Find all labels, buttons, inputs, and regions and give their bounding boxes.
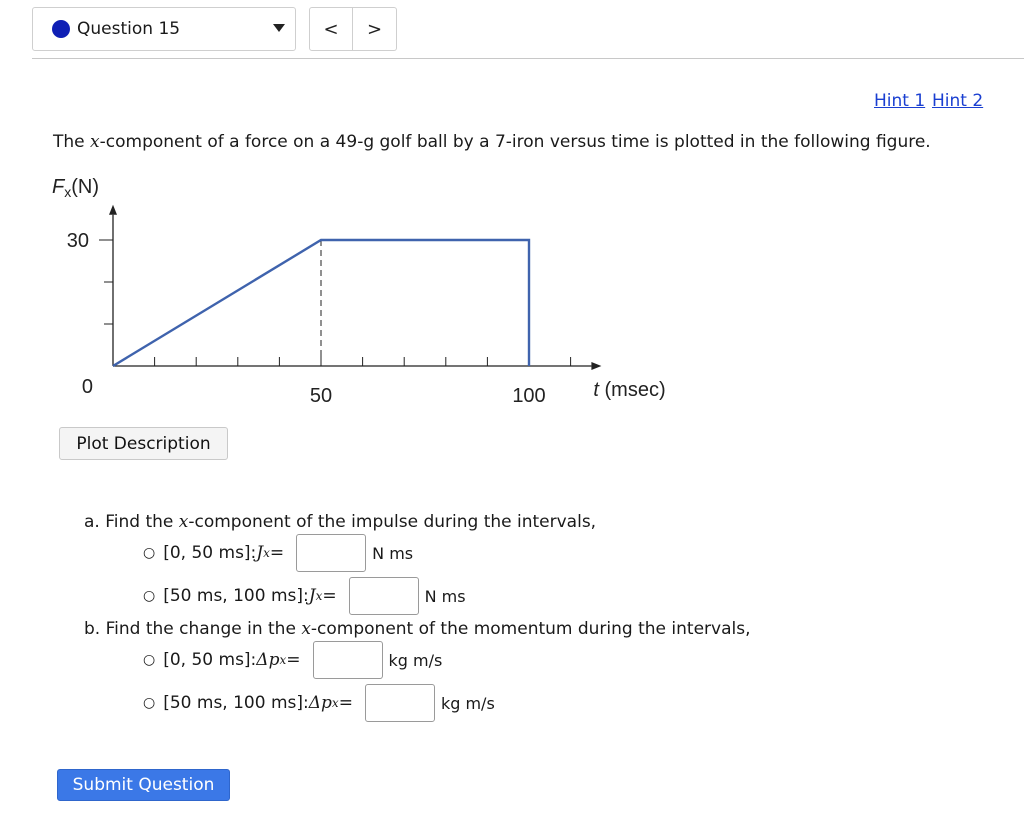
part-a-item-2 bbox=[143, 577, 466, 615]
interval-label: [0, 50 ms]: bbox=[163, 650, 257, 670]
plot-description-button[interactable]: Plot Description bbox=[59, 427, 228, 460]
bullet-icon: ○ bbox=[143, 588, 156, 604]
chevron-left-icon: < bbox=[323, 18, 339, 40]
y-axis-arrow-icon bbox=[109, 205, 117, 215]
prompt-variable: x bbox=[90, 132, 100, 152]
bullet-icon: ○ bbox=[143, 695, 156, 711]
x-tick-label: 50 bbox=[309, 385, 333, 407]
part-b bbox=[84, 619, 751, 641]
plot-axes bbox=[109, 205, 601, 370]
unit-label: N ms bbox=[424, 586, 466, 606]
plot-labels bbox=[52, 176, 666, 407]
chevron-right-icon: > bbox=[366, 18, 383, 40]
equals-sign: = bbox=[269, 543, 285, 563]
x-axis-label: t (msec) bbox=[593, 379, 666, 401]
part-a-heading bbox=[84, 512, 596, 534]
unit-label: kg m/s bbox=[440, 693, 495, 713]
part-b-variable: x bbox=[301, 619, 311, 639]
x-axis-arrow-icon bbox=[591, 362, 601, 370]
part-b-item-2 bbox=[143, 684, 495, 722]
x-tick-label: 100 bbox=[512, 385, 546, 407]
part-a bbox=[84, 512, 596, 534]
submit-question-button[interactable]: Submit Question bbox=[57, 769, 230, 801]
interval-label: [50 ms, 100 ms]: bbox=[163, 693, 309, 713]
prompt-text-end: -component of a force on a 49-g golf ball by a 7-iron versus time is plotted in the following figure. bbox=[99, 132, 931, 152]
interval-label: [0, 50 ms]: bbox=[163, 543, 257, 563]
interval-label: [50 ms, 100 ms]: bbox=[163, 586, 309, 606]
equals-sign: = bbox=[338, 693, 353, 713]
prompt-text-start: The bbox=[53, 132, 91, 152]
part-a-item-1 bbox=[143, 534, 413, 572]
unit-label: N ms bbox=[372, 543, 414, 563]
symbol-subscript: x bbox=[279, 653, 287, 667]
hint-2-link[interactable]: Hint 2 bbox=[932, 91, 984, 111]
momentum-50-100-input[interactable] bbox=[365, 684, 435, 722]
unit-label: kg m/s bbox=[388, 650, 443, 670]
part-a-lead: a. Find the bbox=[84, 512, 179, 532]
symbol: Δp bbox=[256, 650, 280, 670]
force-time-plot bbox=[40, 170, 680, 415]
impulse-50-100-input[interactable] bbox=[349, 577, 419, 615]
part-a-rest: -component of the impulse during the intervals, bbox=[188, 512, 597, 532]
question-select[interactable] bbox=[32, 7, 296, 51]
status-dot-icon bbox=[52, 20, 70, 38]
question-label: Question 15 bbox=[77, 19, 181, 39]
part-b-lead: b. Find the change in the bbox=[84, 619, 302, 639]
plot-ticks bbox=[99, 240, 571, 366]
symbol-subscript: x bbox=[331, 696, 339, 710]
symbol-subscript: x bbox=[263, 546, 270, 560]
symbol: J bbox=[308, 586, 316, 606]
equals-sign: = bbox=[322, 586, 337, 606]
part-b-heading bbox=[84, 619, 751, 641]
question-prompt bbox=[53, 132, 931, 152]
momentum-0-50-input[interactable] bbox=[313, 641, 383, 679]
hint-1-link[interactable]: Hint 1 bbox=[874, 91, 926, 111]
y-tick-label: 30 bbox=[66, 230, 89, 252]
symbol: Δp bbox=[308, 693, 332, 713]
part-b-rest: -component of the momentum during the intervals, bbox=[310, 619, 751, 639]
previous-question-button[interactable] bbox=[309, 7, 353, 51]
part-a-variable: x bbox=[178, 512, 189, 532]
divider bbox=[32, 58, 1024, 59]
part-b-item-1 bbox=[143, 641, 442, 679]
origin-label: 0 bbox=[81, 376, 93, 398]
equals-sign: = bbox=[286, 650, 301, 670]
impulse-0-50-input[interactable] bbox=[296, 534, 366, 572]
bullet-icon: ○ bbox=[143, 545, 156, 561]
y-axis-label: $F_x(N)$ bbox=[52, 176, 99, 200]
next-question-button[interactable] bbox=[353, 7, 397, 51]
caret-down-icon bbox=[273, 24, 285, 32]
symbol-subscript: x bbox=[315, 589, 323, 603]
bullet-icon: ○ bbox=[143, 652, 156, 668]
symbol: J bbox=[256, 543, 264, 563]
